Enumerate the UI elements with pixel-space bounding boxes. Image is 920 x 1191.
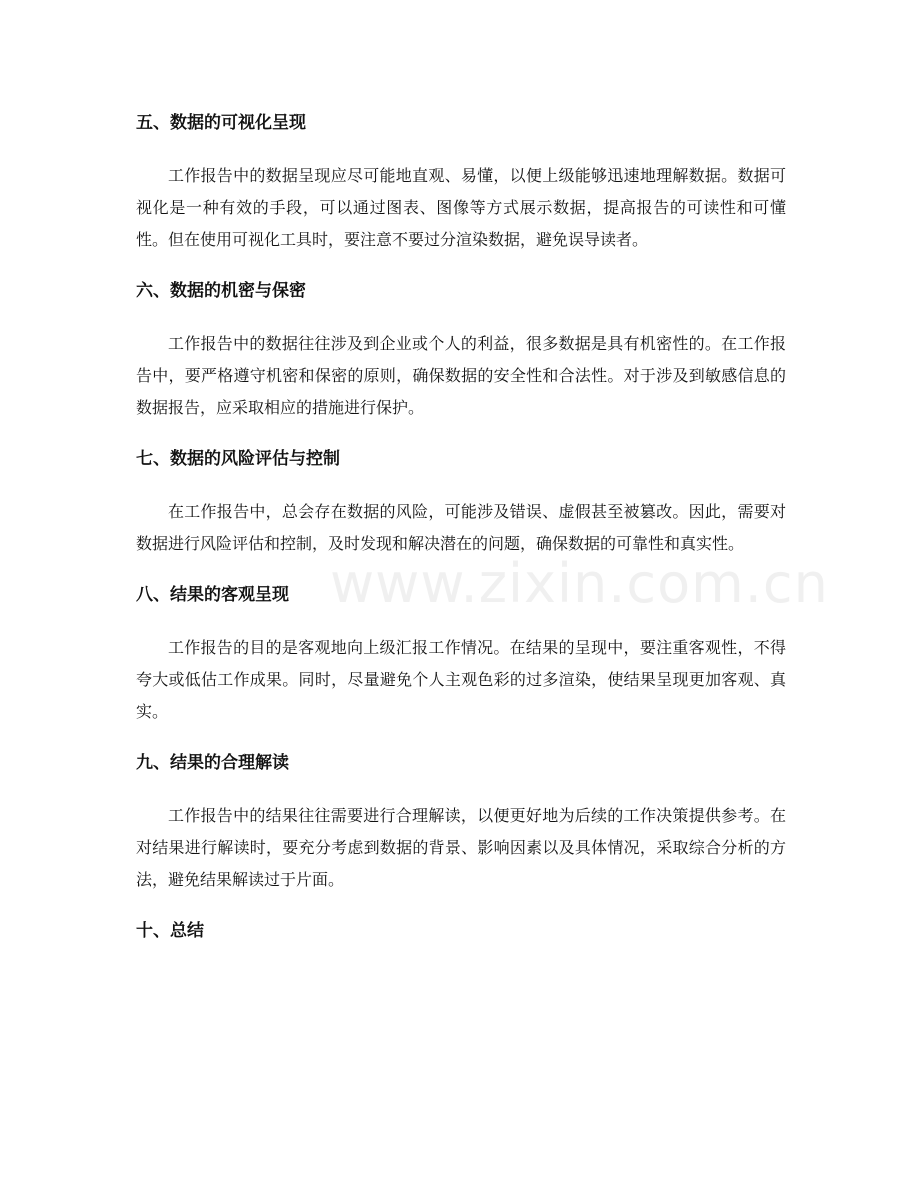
section-heading: 八、结果的客观呈现 [136,585,289,605]
section-summary [136,916,786,946]
section-heading: 十、总结 [136,921,204,941]
section-heading: 六、数据的机密与保密 [136,281,306,301]
section-interpretation [136,748,786,896]
section-paragraph: 工作报告中的数据往往涉及到企业或个人的利益，很多数据是具有机密性的。在工作报告中，要严格遵守机密和保密的原则，确保数据的安全性和合法性。对于涉及到敏感信息的数据报告，应采取相应的措施进行保护。 [136,334,786,417]
section-objective [136,580,786,728]
section-risk [136,444,786,560]
section-confidentiality [136,276,786,424]
watermark-text: www.zixin.com.cn [330,552,829,615]
section-heading: 九、结果的合理解读 [136,753,289,773]
section-heading: 五、数据的可视化呈现 [136,113,306,133]
document-content [136,108,786,968]
section-visualization [136,108,786,256]
section-heading: 七、数据的风险评估与控制 [136,449,340,469]
section-paragraph: 在工作报告中，总会存在数据的风险，可能涉及错误、虚假甚至被篡改。因此，需要对数据进行风险评估和控制，及时发现和解决潜在的问题，确保数据的可靠性和真实性。 [136,502,786,553]
section-paragraph: 工作报告中的结果往往需要进行合理解读，以便更好地为后续的工作决策提供参考。在对结果进行解读时，要充分考虑到数据的背景、影响因素以及具体情况，采取综合分析的方法，避免结果解读过于片面。 [136,806,786,889]
section-paragraph: 工作报告中的数据呈现应尽可能地直观、易懂，以便上级能够迅速地理解数据。数据可视化是一种有效的手段，可以通过图表、图像等方式展示数据，提高报告的可读性和可懂性。但在使用可视化工具时，要注意不要过分渲染数据，避免误导读者。 [136,166,786,249]
section-paragraph: 工作报告的目的是客观地向上级汇报工作情况。在结果的呈现中，要注重客观性，不得夸大或低估工作成果。同时，尽量避免个人主观色彩的过多渲染，使结果呈现更加客观、真实。 [136,638,786,721]
